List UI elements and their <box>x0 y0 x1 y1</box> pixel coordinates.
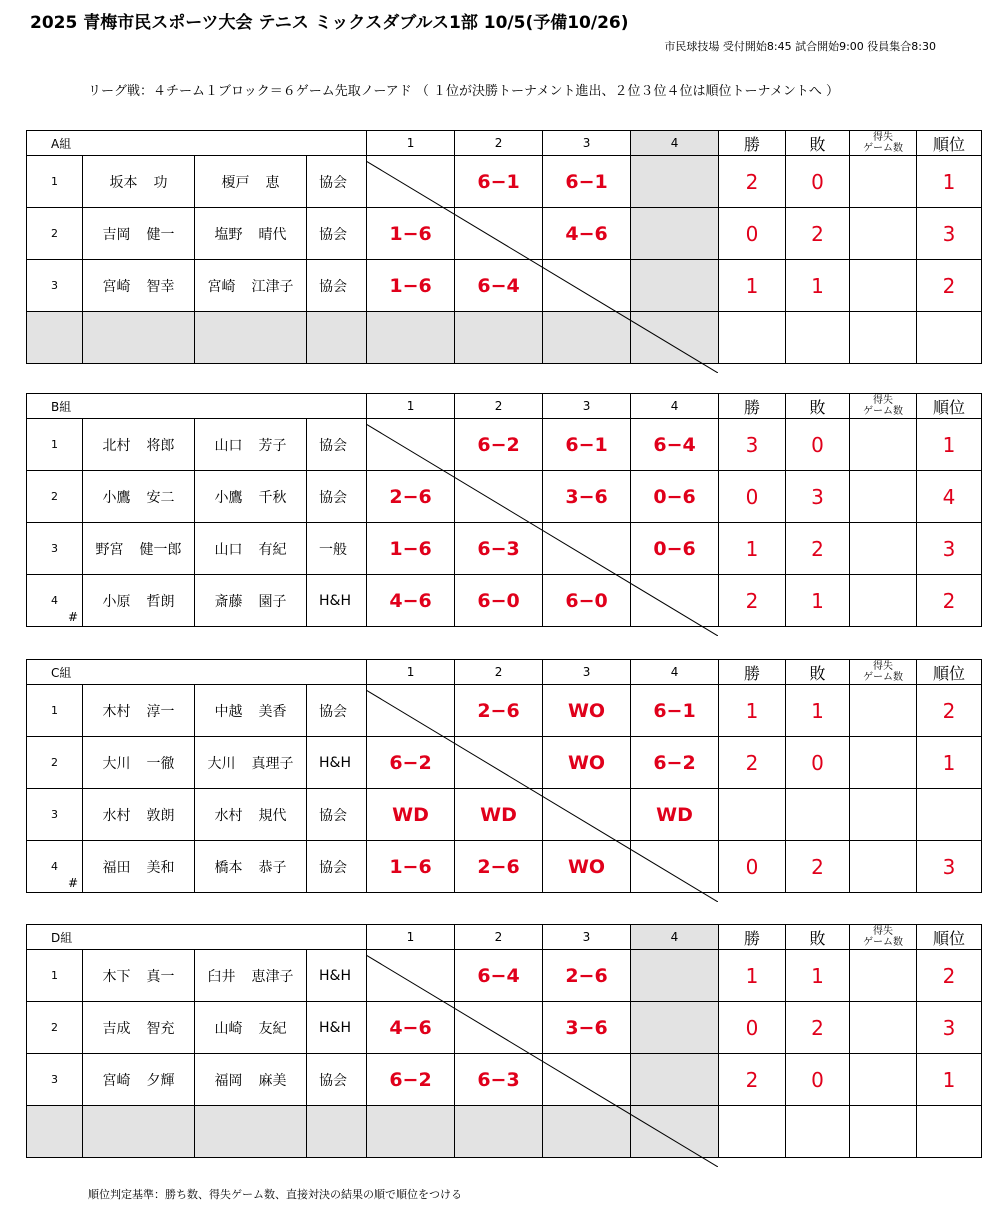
player-1-name: 吉岡 健一 <box>83 208 195 260</box>
match-result: 1−6 <box>367 523 455 575</box>
match-result: WD <box>455 789 543 841</box>
col-2-header: 2 <box>455 660 543 685</box>
rank-value <box>917 1106 982 1158</box>
losses-value: 0 <box>786 156 850 208</box>
match-result: 4−6 <box>367 1002 455 1054</box>
team-number: 3 <box>27 260 83 312</box>
affiliation <box>307 1106 367 1158</box>
wins-header: 勝 <box>719 394 786 419</box>
losses-value <box>786 789 850 841</box>
col-3-header: 3 <box>543 660 631 685</box>
match-result: 6−3 <box>455 1054 543 1106</box>
group-label: C組 <box>27 660 367 685</box>
col-4-header: 4 <box>631 925 719 950</box>
player-1-name: 野宮 健一郎 <box>83 523 195 575</box>
player-1-name: 北村 将郎 <box>83 419 195 471</box>
rank-header: 順位 <box>917 925 982 950</box>
team-number: 2 <box>27 208 83 260</box>
match-result: 6−2 <box>367 737 455 789</box>
diagonal-line <box>366 424 718 636</box>
match-result: 2−6 <box>543 950 631 1002</box>
affiliation: 協会 <box>307 208 367 260</box>
rank-value: 3 <box>917 1002 982 1054</box>
affiliation: 協会 <box>307 1054 367 1106</box>
match-result: 6−2 <box>455 419 543 471</box>
wins-value: 1 <box>719 950 786 1002</box>
player-2-name: 大川 真理子 <box>195 737 307 789</box>
game-diff-value <box>850 523 917 575</box>
affiliation <box>307 312 367 364</box>
match-result: 0−6 <box>631 523 719 575</box>
col-4-header: 4 <box>631 394 719 419</box>
player-1-name: 宮崎 夕輝 <box>83 1054 195 1106</box>
wins-value: 0 <box>719 208 786 260</box>
game-diff-value <box>850 950 917 1002</box>
col-4-header: 4 <box>631 660 719 685</box>
losses-value <box>786 312 850 364</box>
col-4-header: 4 <box>631 131 719 156</box>
losses-value: 2 <box>786 208 850 260</box>
game-diff-header: 得失 ゲーム数 <box>850 925 917 950</box>
affiliation: 協会 <box>307 156 367 208</box>
affiliation: 協会 <box>307 685 367 737</box>
affiliation: 協会 <box>307 419 367 471</box>
seed-mark: # <box>67 610 78 624</box>
team-number <box>27 312 83 364</box>
rank-value <box>917 312 982 364</box>
losses-value: 1 <box>786 685 850 737</box>
wins-header: 勝 <box>719 131 786 156</box>
player-1-name: 宮崎 智幸 <box>83 260 195 312</box>
rank-value: 4 <box>917 471 982 523</box>
col-1-header: 1 <box>367 131 455 156</box>
team-number: 3 <box>27 523 83 575</box>
team-number: 2 <box>27 1002 83 1054</box>
player-2-name: 橋本 恭子 <box>195 841 307 893</box>
affiliation: H&H <box>307 575 367 627</box>
losses-value: 2 <box>786 523 850 575</box>
rank-value: 2 <box>917 260 982 312</box>
col-1-header: 1 <box>367 925 455 950</box>
player-2-name: 小鷹 千秋 <box>195 471 307 523</box>
wins-value: 0 <box>719 471 786 523</box>
match-result: 3−6 <box>543 471 631 523</box>
player-1-name: 木村 淳一 <box>83 685 195 737</box>
wins-header: 勝 <box>719 925 786 950</box>
losses-header: 敗 <box>786 660 850 685</box>
team-number: 4 # <box>27 841 83 893</box>
group-label: A組 <box>27 131 367 156</box>
losses-header: 敗 <box>786 131 850 156</box>
wins-value <box>719 789 786 841</box>
match-result: WD <box>367 789 455 841</box>
rank-header: 順位 <box>917 131 982 156</box>
wins-value: 2 <box>719 737 786 789</box>
wins-value: 2 <box>719 575 786 627</box>
match-result: WO <box>543 841 631 893</box>
rank-value: 2 <box>917 685 982 737</box>
player-2-name: 中越 美香 <box>195 685 307 737</box>
match-result: 1−6 <box>367 208 455 260</box>
player-2-name: 山口 有紀 <box>195 523 307 575</box>
rank-value: 3 <box>917 208 982 260</box>
team-number: 1 <box>27 419 83 471</box>
game-diff-header: 得失 ゲーム数 <box>850 660 917 685</box>
match-result: 6−1 <box>455 156 543 208</box>
losses-value: 2 <box>786 841 850 893</box>
rank-value: 3 <box>917 523 982 575</box>
player-2-name: 臼井 恵津子 <box>195 950 307 1002</box>
match-result: 4−6 <box>367 575 455 627</box>
team-number: 3 <box>27 1054 83 1106</box>
losses-value: 2 <box>786 1002 850 1054</box>
col-3-header: 3 <box>543 925 631 950</box>
affiliation: 一般 <box>307 523 367 575</box>
wins-value <box>719 312 786 364</box>
game-diff-value <box>850 737 917 789</box>
page-title: 2025 青梅市民スポーツ大会 テニス ミックスダブルス1部 10/5(予備10/26) <box>30 13 629 33</box>
team-number: 4 # <box>27 575 83 627</box>
player-2-name: 榎戸 恵 <box>195 156 307 208</box>
diagonal-line <box>366 161 718 373</box>
losses-value: 1 <box>786 950 850 1002</box>
wins-header: 勝 <box>719 660 786 685</box>
losses-value: 3 <box>786 471 850 523</box>
affiliation: 協会 <box>307 841 367 893</box>
match-result: 6−0 <box>455 575 543 627</box>
rank-value: 3 <box>917 841 982 893</box>
game-diff-value <box>850 471 917 523</box>
rank-value: 1 <box>917 156 982 208</box>
match-result: 6−2 <box>367 1054 455 1106</box>
player-1-name: 小鷹 安二 <box>83 471 195 523</box>
rank-value: 1 <box>917 737 982 789</box>
game-diff-header: 得失 ゲーム数 <box>850 394 917 419</box>
team-number: 1 <box>27 950 83 1002</box>
losses-value <box>786 1106 850 1158</box>
player-1-name <box>83 312 195 364</box>
rank-value: 1 <box>917 1054 982 1106</box>
header-row <box>27 131 982 156</box>
match-result: 1−6 <box>367 260 455 312</box>
wins-value: 2 <box>719 1054 786 1106</box>
rank-header: 順位 <box>917 394 982 419</box>
wins-value: 1 <box>719 260 786 312</box>
wins-value: 1 <box>719 685 786 737</box>
affiliation: H&H <box>307 1002 367 1054</box>
diagonal-line <box>366 690 718 902</box>
game-diff-value <box>850 1106 917 1158</box>
wins-value: 1 <box>719 523 786 575</box>
header-row <box>27 394 982 419</box>
team-number: 2 <box>27 737 83 789</box>
header-row <box>27 660 982 685</box>
player-2-name: 塩野 晴代 <box>195 208 307 260</box>
match-result: 0−6 <box>631 471 719 523</box>
match-result: 1−6 <box>367 841 455 893</box>
losses-header: 敗 <box>786 925 850 950</box>
affiliation: 協会 <box>307 260 367 312</box>
header-row <box>27 925 982 950</box>
match-result: WD <box>631 789 719 841</box>
losses-value: 1 <box>786 575 850 627</box>
player-1-name: 福田 美和 <box>83 841 195 893</box>
match-result: 6−2 <box>631 737 719 789</box>
wins-value: 3 <box>719 419 786 471</box>
match-result: WO <box>543 737 631 789</box>
player-2-name <box>195 312 307 364</box>
match-result: 6−1 <box>543 156 631 208</box>
match-result: 6−4 <box>631 419 719 471</box>
col-1-header: 1 <box>367 660 455 685</box>
col-2-header: 2 <box>455 131 543 156</box>
losses-value: 0 <box>786 1054 850 1106</box>
player-2-name: 福岡 麻美 <box>195 1054 307 1106</box>
player-2-name: 宮崎 江津子 <box>195 260 307 312</box>
col-3-header: 3 <box>543 131 631 156</box>
player-2-name <box>195 1106 307 1158</box>
rank-header: 順位 <box>917 660 982 685</box>
team-number: 2 <box>27 471 83 523</box>
player-2-name: 山崎 友紀 <box>195 1002 307 1054</box>
wins-value <box>719 1106 786 1158</box>
player-1-name <box>83 1106 195 1158</box>
wins-value: 2 <box>719 156 786 208</box>
game-diff-value <box>850 260 917 312</box>
match-result: 2−6 <box>455 841 543 893</box>
affiliation: H&H <box>307 950 367 1002</box>
game-diff-value <box>850 1054 917 1106</box>
player-1-name: 吉成 智充 <box>83 1002 195 1054</box>
league-rules: リーグ戦：４チーム１ブロック＝６ゲーム先取ノーアド （ １位が決勝トーナメント進出、２位３位４位は順位トーナメントへ ） <box>88 84 840 99</box>
losses-value: 0 <box>786 419 850 471</box>
wins-value: 0 <box>719 1002 786 1054</box>
match-result: 6−4 <box>455 260 543 312</box>
team-number: 3 <box>27 789 83 841</box>
rank-value: 2 <box>917 950 982 1002</box>
match-result: 6−0 <box>543 575 631 627</box>
match-result: 2−6 <box>367 471 455 523</box>
game-diff-value <box>850 156 917 208</box>
match-result: WO <box>543 685 631 737</box>
game-diff-value <box>850 1002 917 1054</box>
group-label: D組 <box>27 925 367 950</box>
game-diff-value <box>850 312 917 364</box>
affiliation: H&H <box>307 737 367 789</box>
col-3-header: 3 <box>543 394 631 419</box>
match-result: 6−1 <box>543 419 631 471</box>
player-1-name: 小原 哲朗 <box>83 575 195 627</box>
match-result: 6−3 <box>455 523 543 575</box>
wins-value: 0 <box>719 841 786 893</box>
rank-value: 2 <box>917 575 982 627</box>
game-diff-value <box>850 685 917 737</box>
player-2-name: 水村 規代 <box>195 789 307 841</box>
match-result: 6−1 <box>631 685 719 737</box>
venue-info: 市民球技場 受付開始8:45 試合開始9:00 役員集合8:30 <box>664 40 936 53</box>
player-1-name: 坂本 功 <box>83 156 195 208</box>
player-2-name: 山口 芳子 <box>195 419 307 471</box>
team-number <box>27 1106 83 1158</box>
match-result: 6−4 <box>455 950 543 1002</box>
losses-value: 1 <box>786 260 850 312</box>
ranking-criteria-note: 順位判定基準：勝ち数、得失ゲーム数、直接対決の結果の順で順位をつける <box>88 1188 462 1201</box>
losses-value: 0 <box>786 737 850 789</box>
affiliation: 協会 <box>307 471 367 523</box>
game-diff-value <box>850 419 917 471</box>
game-diff-value <box>850 789 917 841</box>
team-number: 1 <box>27 685 83 737</box>
player-2-name: 斎藤 園子 <box>195 575 307 627</box>
group-label: B組 <box>27 394 367 419</box>
game-diff-header: 得失 ゲーム数 <box>850 131 917 156</box>
affiliation: 協会 <box>307 789 367 841</box>
rank-value: 1 <box>917 419 982 471</box>
player-1-name: 木下 真一 <box>83 950 195 1002</box>
game-diff-value <box>850 575 917 627</box>
rank-value <box>917 789 982 841</box>
diagonal-line <box>366 955 718 1167</box>
player-1-name: 水村 敦朗 <box>83 789 195 841</box>
match-result: 4−6 <box>543 208 631 260</box>
player-1-name: 大川 一徹 <box>83 737 195 789</box>
match-result: 3−6 <box>543 1002 631 1054</box>
col-2-header: 2 <box>455 925 543 950</box>
game-diff-value <box>850 841 917 893</box>
col-2-header: 2 <box>455 394 543 419</box>
seed-mark: # <box>67 876 78 890</box>
col-1-header: 1 <box>367 394 455 419</box>
match-result: 2−6 <box>455 685 543 737</box>
team-number: 1 <box>27 156 83 208</box>
game-diff-value <box>850 208 917 260</box>
losses-header: 敗 <box>786 394 850 419</box>
